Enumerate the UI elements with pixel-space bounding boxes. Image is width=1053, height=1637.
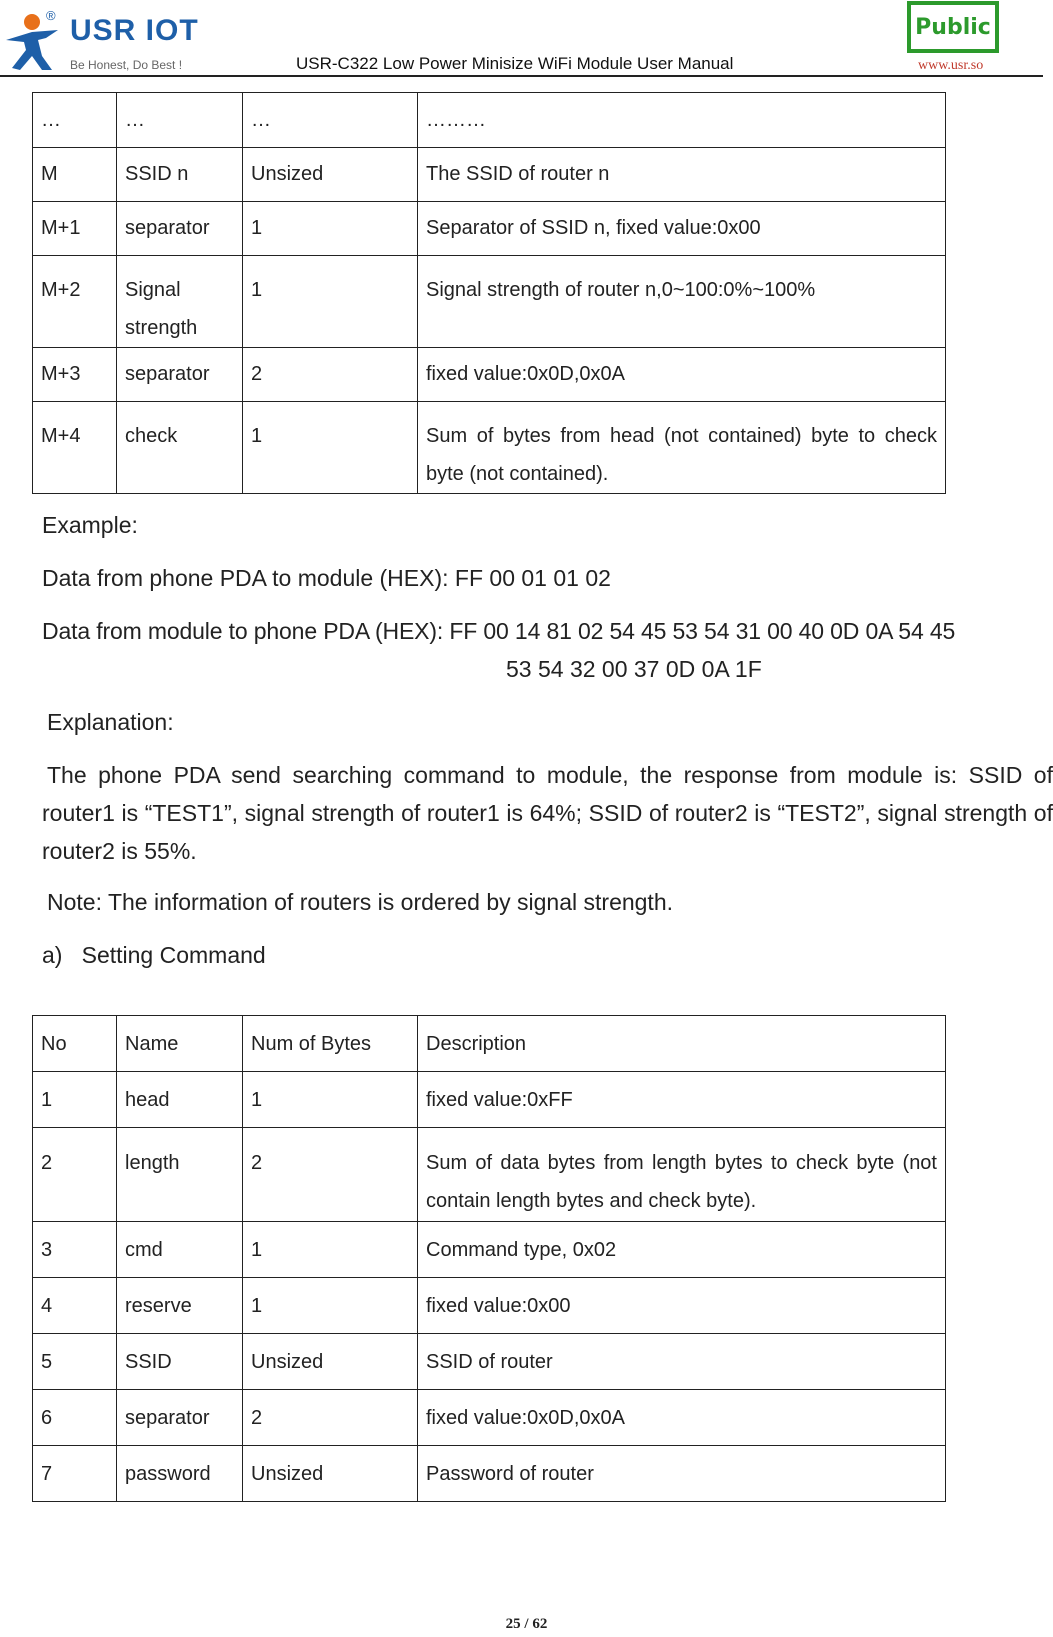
table-row — [33, 402, 946, 494]
table-cell: Unsized — [243, 148, 418, 202]
table-cell: M+2 — [33, 256, 117, 348]
table-cell: Signal strength — [117, 256, 243, 348]
table-cell: reserve — [117, 1278, 243, 1334]
table-cell: password — [117, 1446, 243, 1502]
table-cell: 3 — [33, 1222, 117, 1278]
brand-name: USR IOT — [70, 14, 199, 47]
table-row — [33, 1128, 946, 1222]
table-cell: 1 — [243, 1222, 418, 1278]
table-cell: check — [117, 402, 243, 494]
table-cell: ……… — [418, 93, 946, 148]
table-cell: 2 — [33, 1128, 117, 1222]
table-cell: 2 — [243, 1128, 418, 1222]
table-row — [33, 1390, 946, 1446]
table-cell: 2 — [243, 348, 418, 402]
column-header: Num of Bytes — [243, 1016, 418, 1072]
section-heading: a) Setting Command — [42, 942, 266, 968]
table-cell: separator — [117, 348, 243, 402]
table-cell: Signal strength of router n,0~100:0%~100% — [418, 256, 946, 348]
table-cell: 1 — [33, 1072, 117, 1128]
table-cell: Password of router — [418, 1446, 946, 1502]
table-cell: SSID n — [117, 148, 243, 202]
setting-command-table — [32, 1015, 946, 1502]
table-cell: Sum of bytes from head (not contained) byte to check byte (not contained). — [418, 402, 946, 494]
table-cell: cmd — [117, 1222, 243, 1278]
explanation-label: Explanation: — [47, 709, 174, 735]
table-cell: M+1 — [33, 202, 117, 256]
table-cell: 1 — [243, 402, 418, 494]
column-header: Description — [418, 1016, 946, 1072]
table-cell: 1 — [243, 256, 418, 348]
table-row — [33, 202, 946, 256]
table-row — [33, 348, 946, 402]
table-cell: 4 — [33, 1278, 117, 1334]
table-cell: … — [33, 93, 117, 148]
table-cell: head — [117, 1072, 243, 1128]
table-row — [33, 1446, 946, 1502]
table-cell: Command type, 0x02 — [418, 1222, 946, 1278]
table-row — [33, 148, 946, 202]
table-cell: separator — [117, 1390, 243, 1446]
runner-logo-icon — [2, 10, 66, 72]
table-cell: 1 — [243, 1072, 418, 1128]
table-cell: 1 — [243, 1278, 418, 1334]
table-cell: 2 — [243, 1390, 418, 1446]
example-line-1: Data from phone PDA to module (HEX): FF 00 01 01 02 — [42, 565, 611, 591]
table-cell: Unsized — [243, 1446, 418, 1502]
table-cell: Sum of data bytes from length bytes to check byte (not contain length bytes and check byte). — [418, 1128, 946, 1222]
table-row — [33, 256, 946, 348]
table-cell: Separator of SSID n, fixed value:0x00 — [418, 202, 946, 256]
document-title: USR-C322 Low Power Minisize WiFi Module User Manual — [296, 54, 734, 73]
table-cell: fixed value:0xFF — [418, 1072, 946, 1128]
table-row — [33, 1278, 946, 1334]
website-url: www.usr.so — [918, 58, 984, 73]
table-cell: SSID — [117, 1334, 243, 1390]
table-cell: M+3 — [33, 348, 117, 402]
table-header-row — [33, 1016, 946, 1072]
table-cell: 5 — [33, 1334, 117, 1390]
table-cell: M — [33, 148, 117, 202]
note-text: Note: The information of routers is ordered by signal strength. — [47, 889, 674, 915]
table-cell: 1 — [243, 202, 418, 256]
brand-slogan: Be Honest, Do Best ! — [70, 58, 183, 72]
table-row — [33, 1222, 946, 1278]
table-cell: Unsized — [243, 1334, 418, 1390]
table-row — [33, 1072, 946, 1128]
table-cell: M+4 — [33, 402, 117, 494]
page-header — [0, 0, 1053, 78]
registered-mark: ® — [46, 8, 56, 23]
column-header: Name — [117, 1016, 243, 1072]
column-header: No — [33, 1016, 117, 1072]
example-line-2: Data from module to phone PDA (HEX): FF 00 14 81 02 54 45 53 54 31 00 40 0D 0A 54 45 — [42, 618, 956, 644]
response-format-table — [32, 92, 946, 494]
table-row — [33, 93, 946, 148]
table-row — [33, 1334, 946, 1390]
example-line-2-continued: 53 54 32 00 37 0D 0A 1F — [506, 656, 762, 682]
table-cell: The SSID of router n — [418, 148, 946, 202]
explanation-text: The phone PDA send searching command to module, the response from module is: SSID of router1 is “TEST1”, signal strength of router1 is 64%; SSID of router2 is “TEST2”, signal strength of router2 is 55%. — [42, 762, 1053, 864]
table-cell: fixed value:0x0D,0x0A — [418, 1390, 946, 1446]
example-label: Example: — [42, 512, 138, 538]
table-cell: length — [117, 1128, 243, 1222]
table-cell: SSID of router — [418, 1334, 946, 1390]
usr-iot-logo — [2, 6, 202, 72]
table-cell: … — [117, 93, 243, 148]
page-number: 25 / 62 — [505, 1616, 548, 1632]
public-badge: Public — [907, 1, 999, 53]
table-cell: separator — [117, 202, 243, 256]
table-cell: fixed value:0x0D,0x0A — [418, 348, 946, 402]
table-cell: fixed value:0x00 — [418, 1278, 946, 1334]
table-cell: … — [243, 93, 418, 148]
table-cell: 7 — [33, 1446, 117, 1502]
table-cell: 6 — [33, 1390, 117, 1446]
header-divider — [0, 75, 1043, 77]
